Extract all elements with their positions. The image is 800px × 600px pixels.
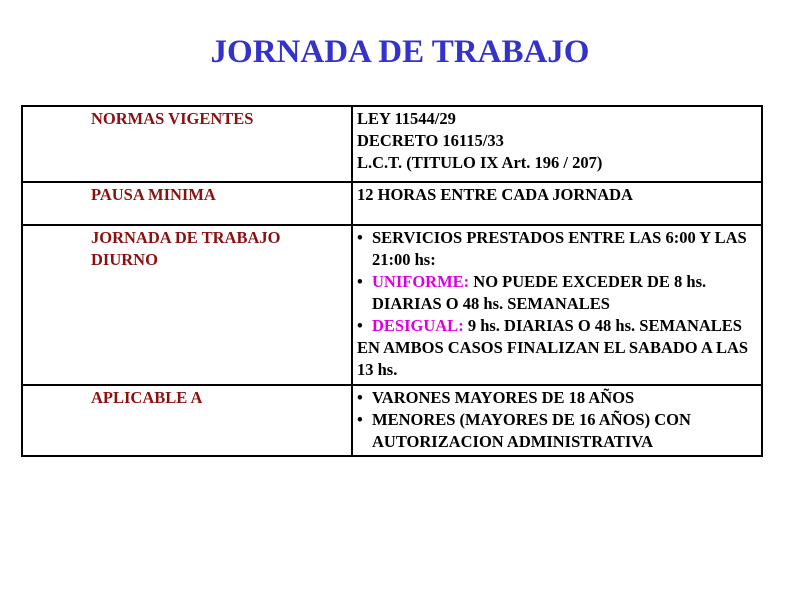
row-value-normas (352, 106, 762, 182)
uniform-label: UNIFORME: (372, 272, 470, 291)
unequal-label: DESIGUAL: (372, 316, 464, 335)
law-line: LEY 11544/29 (357, 109, 456, 128)
decree-line: DECRETO 16115/33 (357, 131, 504, 150)
row-label-pausa: PAUSA MINIMA (22, 182, 352, 225)
closing-note: EN AMBOS CASOS FINALIZAN EL SABADO A LAS 13 hs. (357, 338, 749, 379)
uniform-text: NO PUEDE EXCEDER DE 8 hs. DIARIAS O 48 hs. SEMANALES (372, 272, 707, 313)
minors-text: MENORES (MAYORES DE 16 AÑOS) CON AUTORIZACION ADMINISTRATIVA (372, 410, 691, 451)
list-item (357, 271, 757, 315)
page-title: JORNADA DE TRABAJO (210, 34, 590, 70)
list-item (357, 227, 757, 271)
unequal-text: 9 hs. DIARIAS O 48 hs. SEMANALES (463, 316, 742, 335)
schedule-text: SERVICIOS PRESTADOS ENTRE LAS 6:00 Y LAS 21:00 hs: (372, 228, 747, 269)
bullet-icon: • (357, 388, 363, 407)
lct-line: L.C.T. (TITULO IX Art. 196 / 207) (357, 153, 603, 172)
row-label-jornada: JORNADA DE TRABAJO DIURNO (22, 225, 352, 385)
row-value-jornada (352, 225, 762, 385)
list-item (357, 409, 757, 453)
row-label-normas: NORMAS VIGENTES (22, 106, 352, 182)
table-row (22, 182, 762, 225)
bullet-icon: • (357, 228, 363, 247)
table-row (22, 225, 762, 385)
row-value-pausa: 12 HORAS ENTRE CADA JORNADA (352, 182, 762, 225)
table-row (22, 385, 762, 456)
row-value-aplicable (352, 385, 762, 456)
list-item (357, 387, 757, 409)
bullet-icon: • (357, 316, 363, 335)
row-label-aplicable: APLICABLE A (22, 385, 352, 456)
bullet-icon: • (357, 272, 363, 291)
table-row (22, 106, 762, 182)
norms-table (21, 105, 763, 457)
bullet-icon: • (357, 410, 363, 429)
adults-text: VARONES MAYORES DE 18 AÑOS (372, 388, 635, 407)
list-item (357, 315, 757, 337)
